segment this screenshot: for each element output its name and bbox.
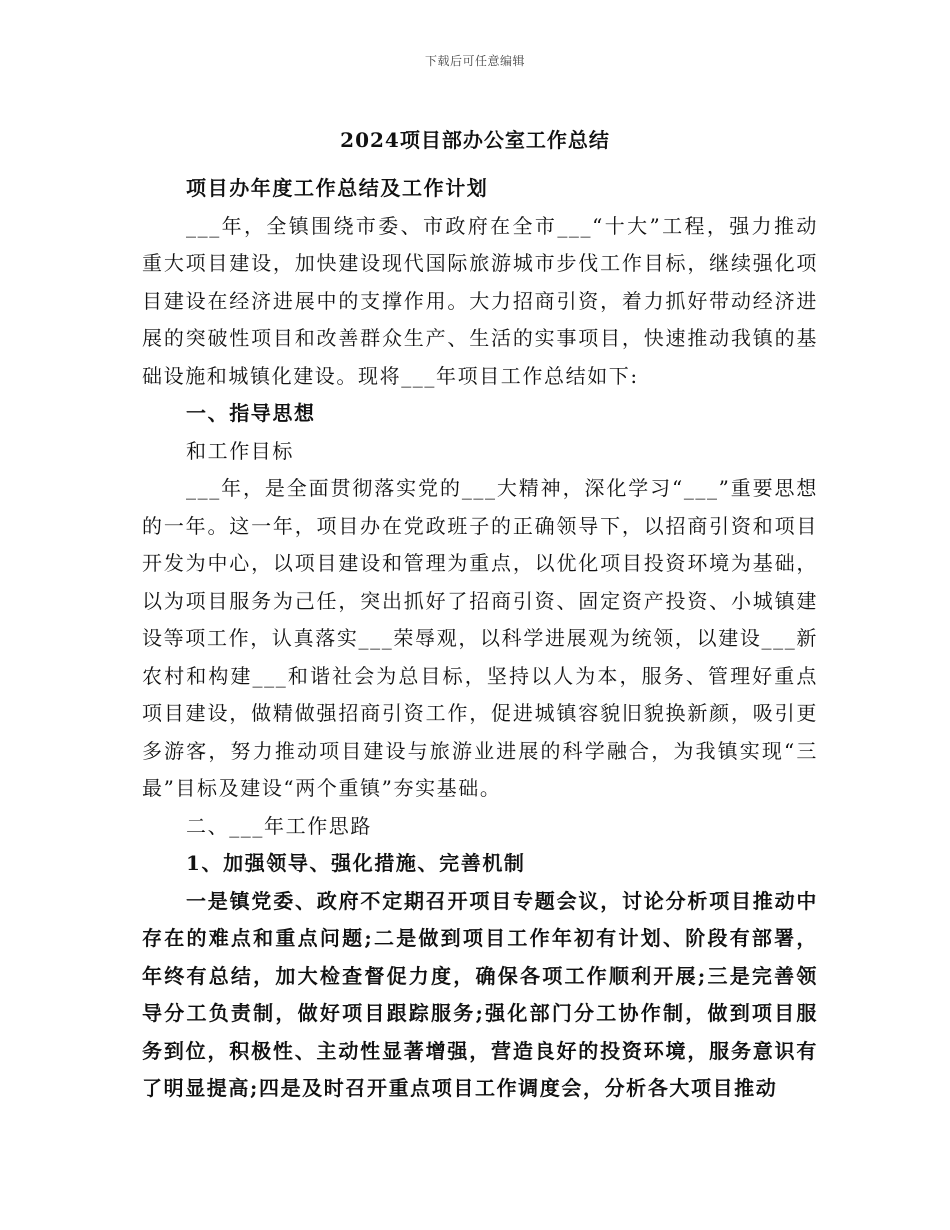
section-subheading-goals: 和工作目标: [186, 438, 294, 463]
measures-paragraph: 一是镇党委、政府不定期召开项目专题会议，讨论分析项目推动中存在的难点和重点问题;二是做到项目工作年初有计划、阶段有部署，年终有总结，加大检查督促力度，确保各项工作顺利开展;三是完善领导分工负责制，做好项目跟踪服务;强化部门分工协作制，做到项目服务到位，积极性、主动性显著增强，营造良好的投资环境，服务意识有了明显提高;四是及时召开重点项目工作调度会，分析各大项目推动: [142, 888, 818, 1100]
document-title: 2024项目部办公室工作总结: [340, 128, 610, 152]
section-heading-work-plan: 二、___年工作思路: [186, 813, 372, 838]
document-body: [142, 170, 818, 1108]
subsection-heading-leadership: 1、加强领导、强化措施、完善机制: [186, 851, 526, 875]
section-heading-guidance: 一、指导思想: [186, 401, 316, 425]
subtitle-paragraph: 项目办年度工作总结及工作计划: [186, 176, 489, 200]
header-note: 下载后可任意编辑: [424, 54, 525, 68]
guidance-paragraph: ___年，是全面贯彻落实党的___大精神，深化学习“___”重要思想的一年。这一年，项目办在党政班子的正确领导下，以招商引资和项目开发为中心，以项目建设和管理为重点，以优化项目投资环境为基础，以为项目服务为己任，突出抓好了招商引资、固定资产投资、小城镇建设等项工作，认真落实___荣辱观，以科学进展观为统领，以建设___新农村和构建___和谐社会为总目标，坚持以人为本，服务、管理好重点项目建设，做精做强招商引资工作，促进城镇容貌旧貌换新颜，吸引更多游客，努力推动项目建设与旅游业进展的科学融合，为我镇实现“三最”目标及建设“两个重镇”夯实基础。: [142, 476, 818, 800]
intro-paragraph: ___年，全镇围绕市委、市政府在全市___“十大”工程，强力推动重大项目建设，加快建设现代国际旅游城市步伐工作目标，继续强化项目建设在经济进展中的支撑作用。大力招商引资，着力抓好带动经济进展的突破性项目和改善群众生产、生活的实事项目，快速推动我镇的基础设施和城镇化建设。现将___年项目工作总结如下:: [142, 213, 818, 388]
